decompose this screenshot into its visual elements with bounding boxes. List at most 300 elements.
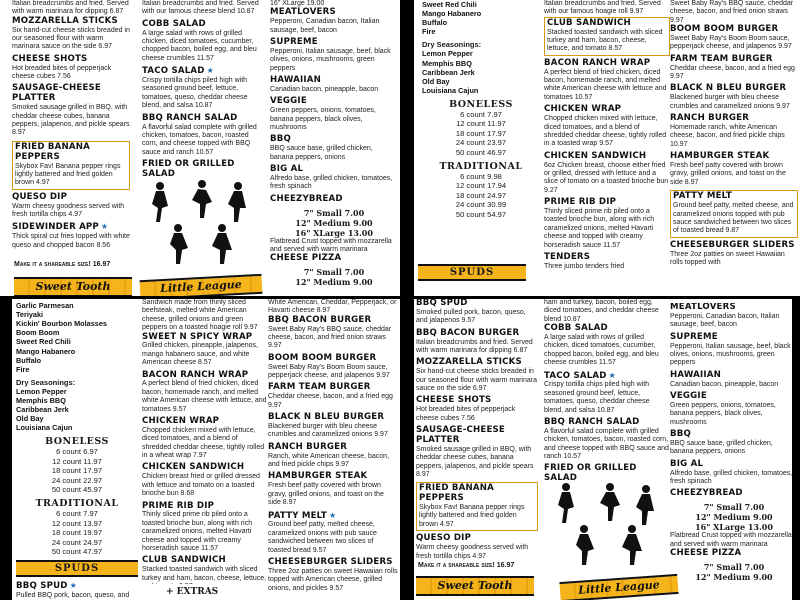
size-price: 12" Medium 9.00 [295,217,373,228]
menu-item [268,354,398,381]
menu-item-description: Blackened burger with bleu cheese crumbles and caramelized onions 9.97 [268,423,388,439]
menu-item-description: Stacked toasted sandwich with sliced turkey and ham, bacon, cheese, lettuce, and tomato 8.57 [547,28,663,53]
menu-item-title [670,371,798,381]
menu-item-description: Three 2oz patties on sweet Hawaiian rolls topped with [670,250,785,266]
column [142,299,268,584]
menu-item [670,460,798,487]
menu-item-name: TACO SALAD [142,66,205,77]
column [422,0,540,296]
menu-item-description: Warm cheesy goodness served with fresh tortilla chips 4.97 [12,202,125,218]
menu-item [416,396,538,423]
menu-item-description: Italian breadcrumbs and fried. Served with warm marinara for dipping 6.87 [12,0,129,16]
menu-item-description: Three jumbo tenders fried [544,262,625,270]
menu-item [544,418,670,461]
star-icon: ★ [206,66,214,76]
menu-item [670,152,798,187]
menu-item-description: 6oz Chicken breast, choose either fried or grilled, dressed with lettuce and a slice of tomato on a toasted brioche bun 9.27 [544,161,669,194]
menu-item-description: Crispy tortilla chips piled high with seasoned ground beef, lettuce, tomatoes, queso, cheddar cheese blend, and salsa 10.87 [544,381,650,414]
menu-item-description: Stacked toasted sandwich with sliced turkey and ham, bacon, cheese, lettuce, [142,566,267,582]
menu-item-title [670,84,798,94]
flavor-option: Mango Habanero [16,346,76,356]
flavor-option: Louisiana Cajun [422,85,479,95]
size-price: 7" Small 7.00 [303,267,365,278]
menu-item-description: A perfect blend of fried chicken, diced bacon, homemade ranch, and melted white American cheese with lettuce and tomatoes 10.57 [544,68,667,101]
menu-item-description: Canadian bacon, pineapple, bacon [270,85,379,93]
menu-item-title [142,463,268,473]
menu-item-name: FARM TEAM BURGER [268,382,371,393]
menu-item-name: CHEESEBURGER SLIDERS [670,239,795,250]
menu-item-name: SUPREME [670,331,718,342]
flavor-option: Fire [422,27,436,37]
menu-panel-bottom-right [414,299,800,600]
size-price: 12" Medium 9.00 [295,277,373,288]
menu-item-description: Italian breadcrumbs and fried. Served with our famous cheese blend 10.87 [142,0,259,16]
menu-item-name: BBQ [270,134,292,145]
menu-item-name: CHICKEN WRAP [544,104,622,115]
menu-item-name: MOZZARELLA STICKS [12,15,118,26]
wing-count-price: 24 count 22.97 [51,475,103,485]
menu-item-title [670,55,798,65]
menu-item-name: BLACK N BLEU BURGER [670,83,787,94]
menu-item-name: RANCH BURGER [670,113,750,124]
menu-item-description: Thinly sliced prime rib piled onto a toasted brioche bun, along with rich caramelized onions, melted Havarti cheese and topped with creamy horseradish sauce 11.57 [544,208,655,249]
menu-panel-bottom-left [0,299,400,600]
menu-item-name: MOZZARELLA STICKS [416,357,522,368]
menu-item [670,489,798,499]
menu-item-title [670,489,798,499]
column [544,299,670,481]
menu-item-description: Fresh beef patty covered with brown gravy, grilled onions, and toast on the side 8.97 [268,482,384,507]
wing-group-heading: BONELESS [45,436,109,448]
menu-item-name: BLACK N BLEU BURGER [268,412,385,423]
menu-item [270,38,398,73]
menu-item [142,371,268,414]
menu-item-description: Fresh beef patty covered with brown gravy, grilled onions, and toast on the side 8.97 [670,162,786,186]
menu-item-title [670,549,798,559]
menu-item-name: CHEESEBURGER SLIDERS [268,556,393,567]
wing-group-heading: BONELESS [449,98,513,110]
menu-item-name: SAUSAGE-CHEESE PLATTER [12,83,101,104]
flavor-option: Sweet Red Chili [422,0,477,9]
flavor-option: Garlic Parmesan [16,301,74,310]
menu-item-title [270,165,398,175]
menu-item [416,534,538,561]
menu-item [268,511,398,555]
menu-item [268,383,398,410]
menu-item [268,443,398,470]
menu-item-name: HAWAIIAN [270,75,322,86]
size-price: 12" Medium 9.00 [695,571,773,582]
menu-item-name: COBB SALAD [544,323,608,334]
menu-item-description: White American, Cheddar, Pepperjack, or Havarti cheese 8.97 [268,299,397,315]
sweet-tooth-banner: Sweet Tooth [416,576,534,596]
menu-item-title [670,430,798,440]
menu-item-description: A large salad with rows of grilled chicken, diced tomatoes, cucumber, chopped bacon, boiled egg, and bleu cheese crumbles 11.57 [544,334,659,367]
menu-item [670,392,798,427]
menu-item-title [544,198,670,208]
menu-item-description: Pepperoni, Italian sausage, beef, black olives, onions, mushrooms, green peppers [270,47,391,72]
menu-item-name: SAUSAGE-CHEESE PLATTER [416,425,505,445]
menu-item-title [416,358,538,368]
menu-item [544,371,670,415]
menu-item-description: 16" XLarge 19.00 [270,0,325,7]
menu-item-description: Sandwich made from thinly sliced beefsteak, melted white American cheese, grilled onions and green peppers on a toasted hoagie roll 9.97 [142,299,258,332]
menu-item-name: HAMBURGER STEAK [268,471,368,482]
column [16,301,138,600]
menu-item-name: TACO SALAD [544,370,607,381]
menu-item [16,581,138,600]
wing-count-price: 50 count 47.97 [51,547,103,557]
flavor-option: Teriyaki [16,310,44,320]
menu-item-name: BBQ [670,429,692,440]
column [670,0,798,296]
flavor-option: Fire [16,364,30,374]
flavor-option: Boom Boom [16,328,60,338]
menu-item-description: Pepperoni, Canadian bacon, Italian sausage, beef, bacon [670,312,780,329]
menu-item-description: Three 2oz patties on sweet Hawaiian rolls topped with American cheese, grilled onions, and pickles 9.57 [268,567,398,592]
section-banner: SPUDS [16,560,138,577]
wing-count-price: 18 count 19.97 [51,528,103,538]
star-icon: ★ [328,510,337,520]
menu-item-name: BOOM BOOM BURGER [670,24,779,35]
menu-item [670,84,798,111]
menu-item-name: VEGGIE [270,96,307,107]
menu-item-description: Sweet Baby Ray's Boom Boom sauce, pepperjack cheese, and jalapenos 9.97 [670,35,792,51]
wing-count-price: 12 count 11.97 [52,456,102,466]
menu-item-name: BBQ SPUD [416,299,468,308]
flavor-option: Memphis BBQ [16,395,66,405]
wing-group-heading: TRADITIONAL [439,161,523,173]
menu-item [670,25,798,52]
menu-item-name: FRIED BANANA PEPPERS [15,141,90,162]
flavor-option: Old Bay [16,414,44,424]
menu-item-title [16,581,138,592]
right-edge-strip [792,299,800,600]
menu-item [270,135,398,162]
flavor-option: Lemon Pepper [422,49,473,59]
menu-item-name: SWEET N SPICY WRAP [142,331,253,342]
menu-item-description: Smoked sausage grilled in BBQ, with cheddar cheese cubes, banana peppers, jalapenos, and pickle spears 8.97 [12,104,130,137]
menu-item-title [268,413,398,423]
menu-item-description: Chicken breast fried or grilled dressed with lettuce and tomato on a toasted brioche bun 8.68 [142,473,260,498]
menu-item-name: CHEEZYBREAD [270,193,343,204]
menu-item-description: A flavorful salad complete with grilled chicken, tomatoes, bacon, roasted corn, and cheese topped with BBQ sauce and ranch 10.57 [544,427,669,461]
menu-item-description: Six hand-cut cheese sticks breaded in our seasoned flour with warm marinara sauce on the side 6.97 [416,368,537,392]
wing-group-heading: TRADITIONAL [35,498,119,510]
menu-item-name: BACON RANCH WRAP [142,369,249,380]
menu-item-name: CHICKEN WRAP [142,416,220,427]
menu-item-title [270,38,398,48]
menu-item-title [416,534,538,544]
menu-item [670,303,798,330]
menu-item [416,482,538,531]
column [544,0,670,296]
menu-item-description: Smoked pulled pork, bacon, queso, and jalapenos 9.57 [416,308,526,325]
flavor-option: Sweet Red Chili [16,337,71,347]
menu-item-description: Italian breadcrumbs and fried. Served with warm marinara for dipping 6.87 [416,338,533,354]
section-subheading: Dry Seasonings: [16,377,76,387]
menu-item-title [142,417,268,427]
menu-item [142,20,260,63]
column [268,299,398,600]
menu-item-title [268,443,398,453]
menu-item-name: COBB SALAD [142,18,206,29]
menu-item-title [142,20,260,30]
menu-item-title [268,383,398,393]
menu-item-description: Cheddar cheese, bacon, and a fried egg 9.97 [268,393,393,409]
menu-item [670,241,798,268]
wing-count-price: 12 count 13.97 [51,518,103,528]
menu-item-name: PRIME RIB DIP [142,500,215,511]
menu-item-description: Thinly sliced prime rib piled onto a toasted brioche bun, along with rich caramelized onions, melted Havarti cheese and topped with creamy horseradish sauce 11.57 [142,511,253,552]
column [142,0,260,180]
menu-item-title [670,25,798,35]
menu-item-title [270,135,398,145]
menu-item-title [270,8,398,18]
menu-item [416,339,538,356]
menu-item [670,190,798,237]
menu-item [544,464,670,481]
menu-item [12,17,130,52]
menu-item [12,84,130,137]
menu-item [416,358,538,393]
wing-count-price: 12 count 17.94 [455,181,507,191]
menu-item-description: BBQ sauce base, grilled chicken, banana peppers, onions [670,439,773,456]
menu-item-description: Homemade ranch, white American cheese, bacon, and fried pickle chips 10.97 [670,124,785,148]
menu-item-title [544,152,670,162]
menu-item-title [544,105,670,115]
menu-item-description: Alfredo base, grilled chicken, tomatoes, fresh spinach [270,174,393,191]
column [670,303,798,600]
menu-item-description: Pulled BBQ pork, bacon, queso, and [16,592,130,600]
menu-item-title [270,97,398,107]
menu-item-name: BBQ BACON BURGER [268,314,372,325]
menu-item-title [544,324,670,334]
menu-item-title [142,556,268,566]
menu-item-description: Green peppers, onions, tomatoes, banana peppers, black olives, mushrooms [670,401,776,426]
column [416,299,538,561]
menu-item-name: PATTY MELT [268,510,327,521]
menu-item-description: Ranch, white American cheese, bacon, and fried pickle chips 9.97 [268,452,390,469]
wing-count-price: 6 count 7.97 [460,109,502,119]
menu-item-description: Smoked sausage grilled in BBQ, with cheddar cheese cubes, banana peppers, jalapenos, and pickle spears 8.97 [416,445,534,478]
wing-count-price: 24 count 24.97 [51,537,103,547]
flavor-option: Memphis BBQ [422,58,472,68]
menu-item-name: RANCH BURGER [268,441,348,452]
menu-item-name: BBQ SPUD [16,581,68,592]
menu-item [270,195,398,205]
menu-item [416,426,538,479]
menu-item-title [15,143,127,163]
menu-item [670,55,798,82]
menu-item-title [12,222,130,233]
size-price: 7" Small 7.00 [703,561,765,572]
menu-item-description: Pepperoni, Canadian bacon, Italian sausage, beef, bacon [270,18,380,34]
menu-item-title [268,316,398,326]
sweet-tooth-banner: Sweet Tooth [14,277,132,296]
menu-item-description: A flavorful salad complete with grilled chicken, tomatoes, bacon, roasted corn, and cheese topped with BBQ sauce and ranch 10.57 [142,123,257,156]
menu-item-name: HAWAIIAN [670,369,722,380]
menu-item-name: FRIED OR GRILLED SALAD [544,463,637,481]
menu-item-title [670,392,798,402]
menu-item [270,8,398,35]
menu-item-description: Hot breaded bites of pepperjack cheese cubes 7.56 [416,406,516,422]
menu-item [544,198,670,250]
menu-item-name: BIG AL [270,164,304,175]
menu-item-title [268,511,398,522]
menu-item-description: A perfect blend of fried chicken, diced bacon, homemade ranch, and melted white American cheese with lettuce, and tomatoes 9.57 [142,380,267,413]
menu-item [670,114,798,149]
menu-item-name: CHICKEN SANDWICH [544,150,647,161]
menu-item [270,76,398,94]
size-price: 16" XLarge 13.00 [695,522,773,533]
menu-item-description: Flatbread Crust topped with mozzarella and served with warm marinara [270,237,392,253]
menu-item-title [670,152,798,162]
menu-item-title [12,55,130,65]
menu-item [670,430,798,457]
menu-item-name: SIDEWINDER APP [12,222,99,233]
flavor-option: Kickin' Bourbon Molasses [16,319,107,329]
wing-count-price: 12 count 11.97 [456,119,506,129]
menu-item-title [419,484,535,504]
menu-item-name: BACON RANCH WRAP [544,57,651,68]
menu-item [142,502,268,554]
wing-count-price: 6 count 6.97 [56,447,98,457]
menu-item [12,222,130,250]
little-league-banner: Little League [559,574,678,600]
menu-item-description: Alfredo base, grilled chicken, tomatoes, fresh spinach [670,469,793,485]
wing-count-price: 50 count 45.97 [51,485,103,495]
menu-item-name: HAMBURGER STEAK [670,151,770,162]
menu-item-name: QUESO DIP [416,533,472,544]
menu-item-description: Cheddar cheese, bacon, and a fried egg 9.97 [670,64,795,81]
menu-item-title [416,426,538,446]
wing-count-price: 18 count 17.97 [455,128,507,138]
shareable-text: Make it a shareable size! 16.97 [418,562,515,569]
menu-item [142,114,260,157]
menu-item-title [670,460,798,470]
menu-item-title [416,299,538,309]
menu-item [544,17,670,56]
menu-item [268,472,398,507]
wing-count-price: 24 count 30.99 [455,200,507,210]
flavor-option: Louisiana Cajun [16,423,73,433]
wing-count-price: 6 count 9.98 [460,172,502,182]
star-icon: ★ [100,222,109,232]
menu-item-description: Sweet Baby Ray's Boom Boom sauce, pepperjack cheese, and jalapenos 9.97 [268,363,390,380]
menu-item-title: TENDERS [544,251,591,262]
flavor-option: Buffalo [422,18,448,28]
menu-item [12,141,130,190]
menu-item-description: Pepperoni, Italian sausage, beef, black olives, onions, mushrooms, green peppers [670,342,791,367]
menu-item-title [670,303,798,313]
menu-item-name: CHEEZYBREAD [670,488,743,499]
menu-item-name: CHEESE PIZZA [270,253,342,264]
column [270,0,398,296]
menu-item-title [268,354,398,364]
menu-item-title [142,66,260,77]
menu-item-description: Blackened burger with bleu cheese crumbles and caramelized onions 9.97 [670,94,790,110]
menu-item [270,97,398,132]
size-price: 7" Small 7.00 [303,207,365,218]
menu-item-title [12,84,130,104]
menu-item-title [270,195,398,205]
wing-count-price: 50 count 46.97 [455,147,507,157]
size-price: 16" XLarge 13.00 [295,227,373,238]
menu-item-name: SUPREME [270,37,318,48]
menu-item-description: Chopped chicken mixed with lettuce, diced tomatoes, and a blend of shredded cheddar cheese, tightly rolled in a wheat wrap 7.97 [142,426,265,460]
menu-item-name: VEGGIE [670,390,707,401]
shareable-text: Make it a shareable size! 16.97 [14,261,111,268]
menu-item-title [142,114,260,124]
menu-item-name: PATTY MELT [673,191,732,202]
menu-item [12,193,130,220]
menu-item-description: Canadian bacon, pineapple, bacon [670,380,779,388]
size-price: 7" Small 7.00 [703,502,765,513]
menu-item-description: Six hand-cut cheese sticks breaded in our seasoned flour with warm marinara sauce on the side 6.97 [12,26,130,51]
menu-item-name: CLUB SANDWICH [547,17,631,28]
menu-item-description: Grilled chicken, pineapple, jalapenos, mango habanero sauce, and white American cheese 8.57 [142,342,258,367]
menu-item-title [142,160,260,180]
menu-item-description: Green peppers, onions, tomatoes, banana peppers, black olives, mushrooms [270,107,376,132]
menu-item-name: FRIED OR GRILLED SALAD [142,159,235,179]
spuds-banner: SPUDS [418,264,526,281]
section-subheading: Dry Seasonings: [422,40,482,50]
menu-item-description: Ground beef patty, melted cheese, caramelized onions with pub sauce sandwiched between two slices of toasted bread 9.57 [268,521,377,554]
menu-item [670,333,798,368]
menu-item-name: FARM TEAM BURGER [670,53,773,64]
panel-divider-vertical [400,0,414,600]
menu-panel-top-right [414,0,800,296]
menu-item-description: Warm cheesy goodness served with fresh tortilla chips 4.97 [416,544,529,560]
menu-item-title [673,192,795,202]
menu-item-title [268,472,398,482]
menu-item-title [544,464,670,481]
menu-item-description: Italian breadcrumbs and fried. Served with our famous hoagie roll 9.97 [544,0,661,16]
menu-item [268,413,398,440]
menu-item-title [670,241,798,251]
menu-item-title [544,371,670,382]
menu-item-description: Sweet Baby Ray's BBQ sauce, cheddar cheese, bacon, and fried onion straws 9.97 [268,325,392,350]
menu-item-name: BBQ RANCH SALAD [142,112,238,123]
wing-count-price: 24 count 23.97 [455,138,507,148]
menu-item-title [12,17,130,27]
menu-item-name: BIG AL [670,458,704,469]
menu-panel-top-left [0,0,400,296]
menu-item-description: ham and turkey, bacon, boiled egg, diced tomatoes, and cheddar cheese blend 10.87 [544,299,659,323]
extras-heading: + EXTRAS [166,587,219,597]
flavor-option: Mango Habanero [422,9,482,19]
star-icon: ★ [608,370,616,380]
flavor-option: Buffalo [16,355,42,365]
menu-item [544,59,670,102]
sports-silhouette-icon [548,481,666,567]
menu-item-title [268,558,398,568]
menu-item-title [544,59,670,69]
menu-item [544,253,670,271]
menu-item [142,160,260,180]
menu-item-description: Sweet Baby Ray's BBQ sauce, cheddar cheese, bacon, and fried onion straws 9.97 [670,0,794,24]
menu-item-title [416,396,538,406]
menu-item-name: MEATLOVERS [270,7,336,18]
menu-item [142,0,260,17]
menu-item-description: Chopped chicken mixed with lettuce, diced tomatoes, and a blend of shredded cheddar cheese, tightly rolled in a toasted wrap 9.57 [544,115,667,148]
menu-item [142,66,260,110]
size-price: 12" Medium 9.00 [695,512,773,523]
menu-item-title [270,76,398,86]
menu-item-name: CHEESE SHOTS [416,395,492,406]
menu-item-name: BBQ RANCH SALAD [544,417,640,428]
